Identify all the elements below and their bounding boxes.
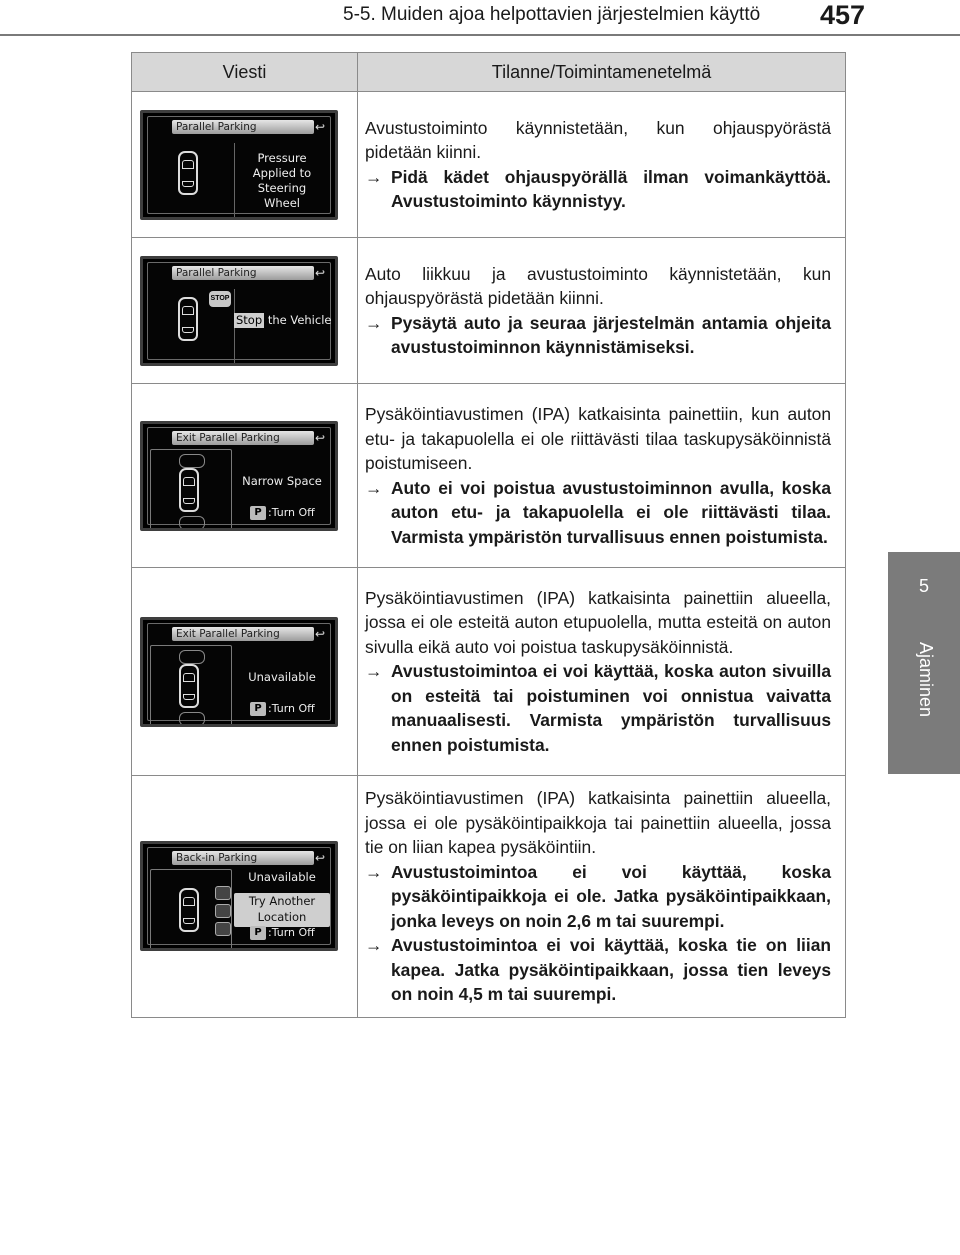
action-item: → Avustustoimintoa ei voi käyttää, koska pysäköintipaikkoja ei ole. Jatka pysäköintipaikkaan, jonka leveys on noin 2,6 m tai suurempi. bbox=[365, 860, 831, 934]
car-icon bbox=[179, 888, 199, 932]
display-screen bbox=[140, 617, 338, 727]
table-header-row bbox=[132, 53, 846, 92]
description-cell bbox=[358, 384, 846, 568]
table-row bbox=[132, 384, 846, 568]
ipa-switch-icon: P bbox=[250, 702, 266, 716]
car-panel bbox=[150, 449, 232, 531]
table-row bbox=[132, 238, 846, 384]
description-cell bbox=[358, 238, 846, 384]
situation-text: Pysäköintiavustimen (IPA) katkaisinta painettiin, kun auton etu- ja takapuolella ei ole riittävästi tilaa taskupysäköinnistä poistumiseen. bbox=[365, 404, 831, 473]
chapter-label: Ajaminen bbox=[916, 642, 936, 718]
car-panel bbox=[150, 869, 232, 951]
back-arrow-icon: ↩ bbox=[314, 119, 325, 134]
description-cell bbox=[358, 568, 846, 776]
back-arrow-icon: ↩ bbox=[314, 265, 325, 280]
arrow-icon: → bbox=[365, 166, 383, 187]
screen-cell bbox=[132, 238, 358, 384]
situation-text: Pysäköintiavustimen (IPA) katkaisinta painettiin alueella, jossa ei ole pysäköintipaikkoja tai painettiin alueella, jossa tie on liian kapea pysäköintiin. bbox=[365, 788, 831, 857]
action-item: → Avustustoimintoa ei voi käyttää, koska auton sivuilla on esteitä tai poistuminen voi onnistua vaivatta manuaalisesti. Varmista ympäristön turvallisuus ennen poistumista. bbox=[365, 659, 831, 757]
car-icon bbox=[178, 151, 198, 195]
section-title: 5-5. Muiden ajoa helpottavien järjestelmien käyttö bbox=[343, 4, 761, 25]
chapter-number: 5 bbox=[918, 576, 929, 596]
table-row bbox=[132, 92, 846, 238]
arrow-icon: → bbox=[365, 935, 383, 955]
ipa-switch-icon: P bbox=[250, 926, 266, 940]
car-icon bbox=[179, 664, 199, 708]
parking-space-icon bbox=[215, 904, 231, 918]
turn-off-hint: P :Turn Off bbox=[250, 505, 315, 521]
stop-sign-icon: STOP bbox=[209, 291, 231, 307]
screen-title: Parallel Parking bbox=[172, 120, 314, 134]
screen-cell bbox=[132, 776, 358, 1018]
screen-message: Narrow Space bbox=[242, 473, 322, 488]
try-another-location-box: Try Another Location bbox=[234, 893, 330, 927]
table-row bbox=[132, 568, 846, 776]
screen-title: Back-in Parking bbox=[172, 851, 314, 865]
situation-text: Pysäköintiavustimen (IPA) katkaisinta painettiin alueella, jossa ei ole esteitä auton etupuolella, mutta esteitä on auton sivulla eikä auto voi poistua taskupysäköinnistä. bbox=[365, 587, 831, 657]
arrow-icon: → bbox=[365, 477, 383, 498]
page-header bbox=[0, 0, 960, 34]
chapter-tab bbox=[888, 552, 960, 774]
arrow-icon: → bbox=[365, 312, 383, 333]
back-arrow-icon: ↩ bbox=[314, 430, 325, 445]
back-arrow-icon: ↩ bbox=[314, 626, 325, 641]
situation-text: Auto liikkuu ja avustustoiminto käynnistetään, kun ohjauspyörästä pidetään kiinni. bbox=[365, 263, 831, 308]
description-cell bbox=[358, 92, 846, 238]
action-item: → Avustustoimintoa ei voi käyttää, koska tie on liian kapea. Jatka pysäköintipaikkaan, jossa tien leveys on noin 4,5 m tai suurempi. bbox=[365, 933, 831, 1007]
parking-space-icon bbox=[215, 922, 231, 936]
screen-title: Exit Parallel Parking bbox=[172, 431, 314, 445]
display-screen bbox=[140, 256, 338, 366]
action-item: → Auto ei voi poistua avustustoiminnon avulla, koska auton etu- ja takapuolella ei ole riittävästi tilaa. Varmista ympäristön turvallisuus ennen poistumista. bbox=[365, 476, 831, 550]
turn-off-hint: P :Turn Off bbox=[250, 701, 315, 717]
car-icon bbox=[178, 297, 198, 341]
action-item: → Pidä kädet ohjauspyörällä ilman voimankäyttöä. Avustustoiminto käynnistyy. bbox=[365, 165, 831, 214]
parking-space-icon bbox=[215, 886, 231, 900]
display-screen bbox=[140, 421, 338, 531]
screen-message: Stop the Vehicle bbox=[236, 312, 332, 327]
screen-cell bbox=[132, 92, 358, 238]
column-header-situation: Tilanne/Toimintamenetelmä bbox=[358, 53, 846, 92]
screen-message: Unavailable bbox=[248, 669, 316, 684]
screen-message: Unavailable bbox=[248, 870, 316, 885]
display-screen bbox=[140, 110, 338, 220]
column-header-message: Viesti bbox=[132, 53, 358, 92]
arrow-icon: → bbox=[365, 661, 383, 682]
screen-message: Pressure Applied to Steering Wheel bbox=[252, 150, 312, 210]
screen-cell bbox=[132, 384, 358, 568]
message-table bbox=[131, 52, 846, 1018]
situation-text: Avustustoiminto käynnistetään, kun ohjauspyörästä pidetään kiinni. bbox=[365, 117, 831, 162]
ipa-switch-icon: P bbox=[250, 506, 266, 520]
description-cell bbox=[358, 776, 846, 1018]
table-row bbox=[132, 776, 846, 1018]
header-divider bbox=[0, 34, 960, 36]
display-screen bbox=[140, 841, 338, 951]
screen-cell bbox=[132, 568, 358, 776]
back-arrow-icon: ↩ bbox=[314, 851, 325, 866]
car-icon bbox=[179, 468, 199, 512]
turn-off-hint: P :Turn Off bbox=[250, 925, 315, 941]
screen-title: Parallel Parking bbox=[172, 266, 314, 280]
screen-title: Exit Parallel Parking bbox=[172, 627, 314, 641]
page-number: 457 bbox=[820, 0, 866, 30]
action-item: → Pysäytä auto ja seuraa järjestelmän antamia ohjeita avustustoiminnon käynnistämiseksi. bbox=[365, 311, 831, 360]
screen-divider bbox=[234, 143, 235, 218]
car-panel bbox=[150, 645, 232, 727]
arrow-icon: → bbox=[365, 861, 383, 882]
